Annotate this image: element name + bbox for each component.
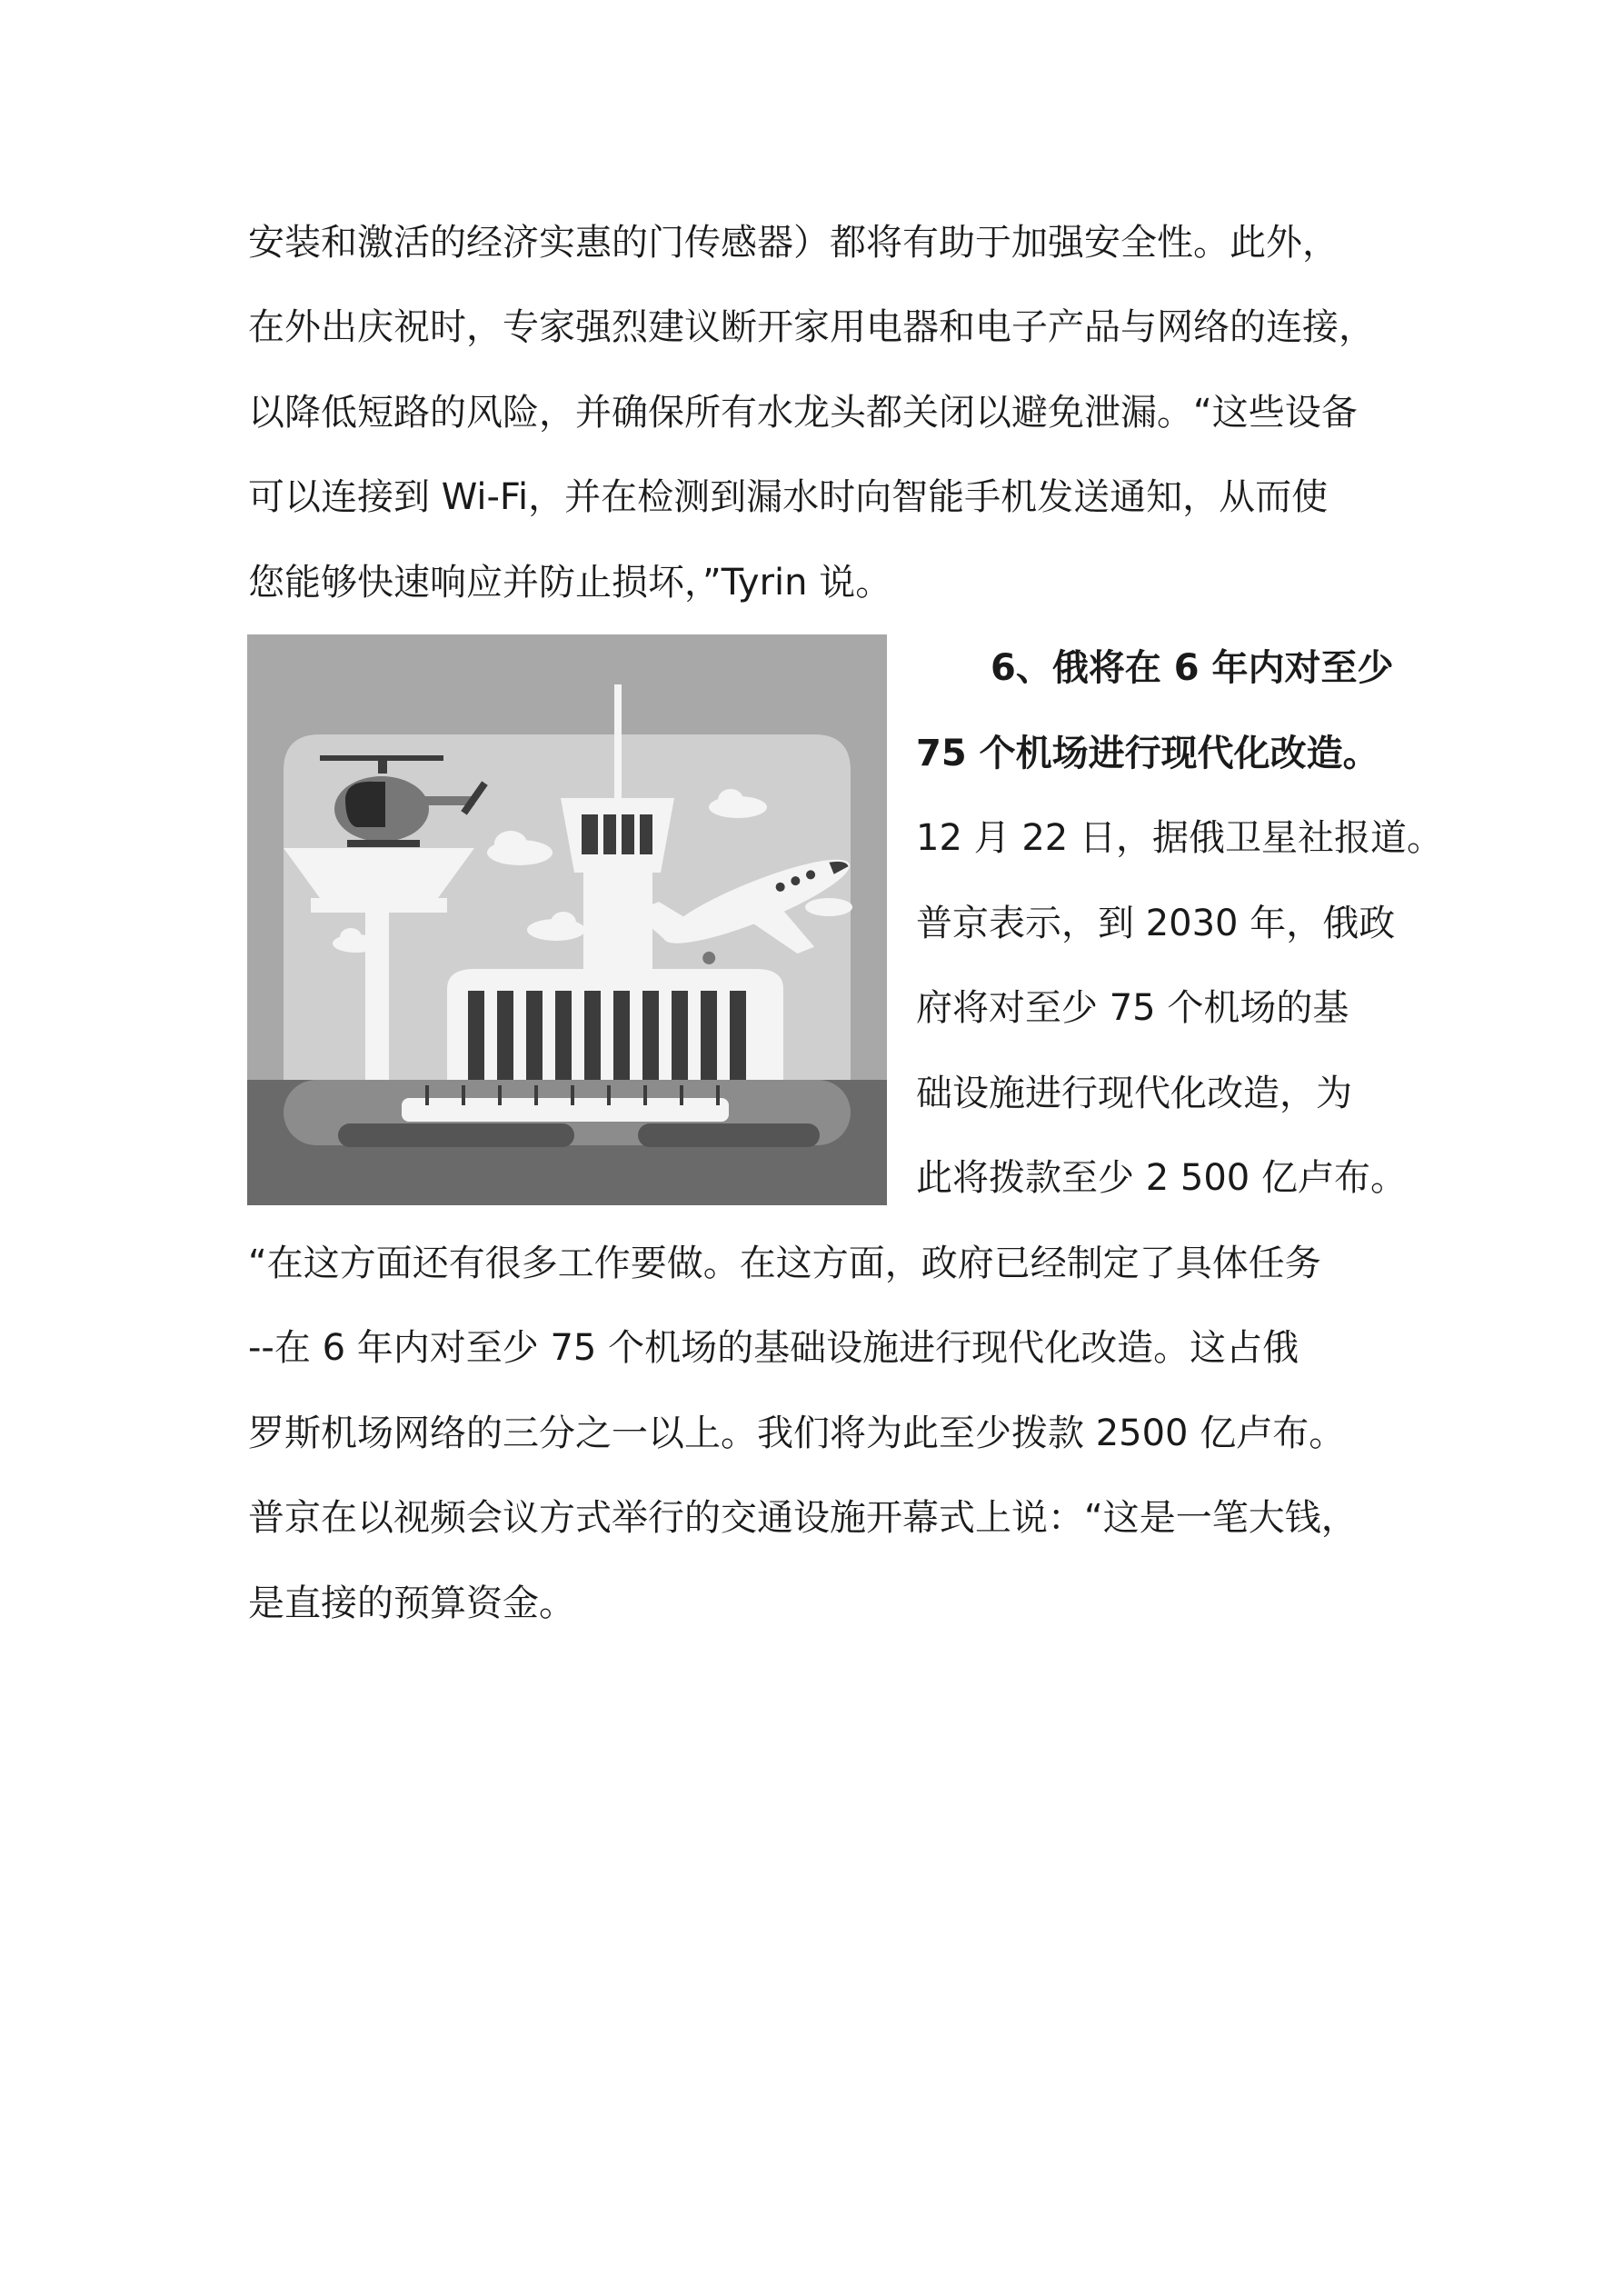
text-line: “在这方面还有很多工作要做。在这方面，政府已经制定了具体任务: [248, 1243, 1321, 1284]
article-heading-line: 6、俄将在 6 年内对至少: [991, 647, 1394, 689]
text-line: 安装和激活的经济实惠的门传感器）都将有助于加强安全性。此外，: [248, 222, 1339, 264]
text-line: 普京在以视频会议方式举行的交通设施开幕式上说：“这是一笔大钱，: [248, 1497, 1358, 1539]
text-line: 是直接的预算资金。: [248, 1582, 575, 1624]
article-heading-line: 75 个机场进行现代化改造。: [916, 733, 1379, 774]
text-line: 此将拨款至少 2 500 亿卢布。: [916, 1157, 1407, 1199]
text-line: 以降低短路的风险，并确保所有水龙头都关闭以避免泄漏。“这些设备: [248, 392, 1358, 434]
text-line: 础设施进行现代化改造，为: [916, 1073, 1352, 1114]
text-line: 普京表示，到 2030 年，俄政: [916, 903, 1396, 944]
airport-illustration-icon: [247, 634, 887, 1205]
text-line: 罗斯机场网络的三分之一以上。我们将为此至少拨款 2500 亿卢布。: [248, 1413, 1346, 1454]
text-line: --在 6 年内对至少 75 个机场的基础设施进行现代化改造。这占俄: [248, 1327, 1299, 1369]
text-line: 可以连接到 Wi-Fi，并在检测到漏水时向智能手机发送通知，从而使: [248, 476, 1329, 518]
text-line: 您能够快速响应并防止损坏，”Tyrin 说。: [248, 562, 892, 604]
text-line: 12 月 22 日，据俄卫星社报道。: [916, 817, 1443, 859]
text-line: 在外出庆祝时，专家强烈建议断开家用电器和电子产品与网络的连接，: [248, 306, 1375, 348]
text-line: 府将对至少 75 个机场的基: [916, 987, 1349, 1029]
